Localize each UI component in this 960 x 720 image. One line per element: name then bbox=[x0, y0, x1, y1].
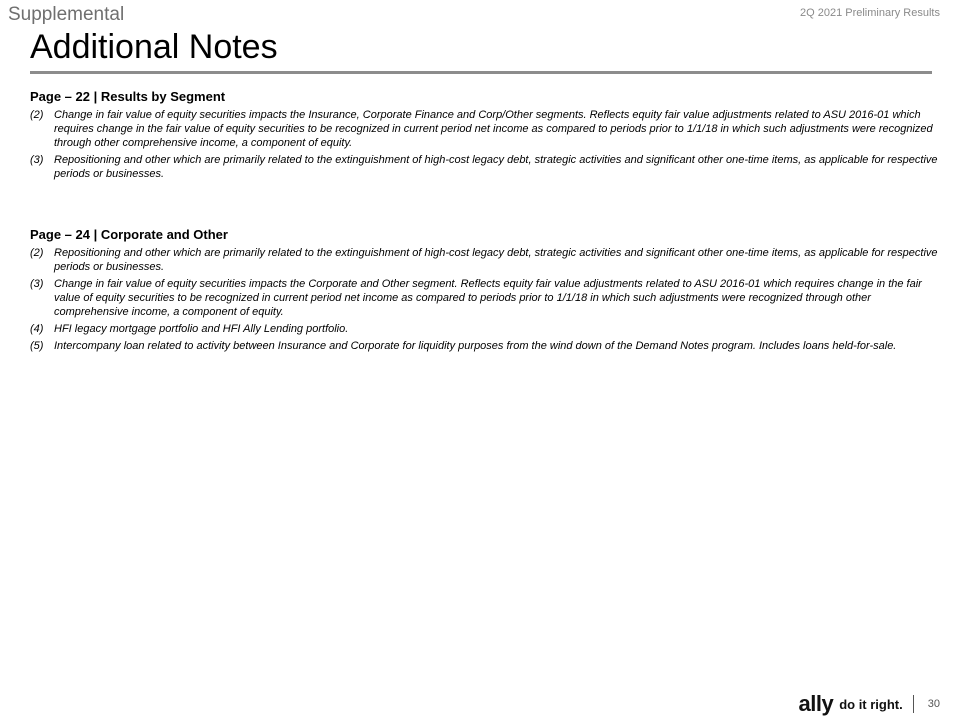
page-title: Additional Notes bbox=[30, 28, 278, 66]
footer bbox=[799, 692, 941, 716]
note-number: (4) bbox=[30, 323, 44, 335]
report-period-label: 2Q 2021 Preliminary Results bbox=[799, 7, 940, 19]
page-number: 30 bbox=[927, 698, 940, 710]
note-text: Change in fair value of equity securities impacts the Insurance, Corporate Finance and Corp/Other segments. Reflects equity fair value adjustments related to ASU 2016-01 which requires change in the fair value of equity securities to be recognized in current period net income as compared to periods prior to 1/1/18 in which such adjustments were recognized through other comprehensive income, a component of equity. bbox=[54, 109, 933, 149]
note-number: (3) bbox=[30, 278, 44, 290]
note-text: Repositioning and other which are primarily related to the extinguishment of high-cost legacy debt, strategic activities and significant other one-time items, as applicable for respective periods or businesses. bbox=[54, 154, 938, 180]
footer-divider bbox=[913, 695, 914, 713]
note-text: Change in fair value of equity securities impacts the Corporate and Other segment. Reflects equity fair value adjustments related to ASU 2016-01 which requires change in the fair value of equity securities to be recognized in current period net income as compared to periods prior to 1/1/18 in which such adjustments were recognized through other comprehensive income, a component of equity. bbox=[54, 278, 922, 318]
note-item bbox=[30, 108, 940, 150]
note-item bbox=[30, 277, 940, 319]
note-text: Intercompany loan related to activity between Insurance and Corporate for liquidity purposes from the wind down of the Demand Notes program. Includes loans held-for-sale. bbox=[54, 340, 897, 352]
note-item bbox=[30, 246, 940, 274]
section-corporate-and-other bbox=[30, 227, 940, 356]
ally-logo: ally bbox=[798, 691, 834, 716]
note-item bbox=[30, 153, 940, 181]
note-item bbox=[30, 339, 940, 353]
note-number: (2) bbox=[30, 109, 44, 121]
note-number: (5) bbox=[30, 340, 44, 352]
section-heading: Page – 22 | Results by Segment bbox=[30, 89, 226, 104]
supplemental-label: Supplemental bbox=[8, 4, 125, 25]
section-results-by-segment bbox=[30, 89, 940, 184]
section-heading: Page – 24 | Corporate and Other bbox=[30, 227, 228, 242]
title-divider bbox=[30, 71, 932, 74]
note-text: Repositioning and other which are primarily related to the extinguishment of high-cost legacy debt, strategic activities and significant other one-time items, as applicable for respective periods or businesses. bbox=[54, 247, 938, 273]
logo-tagline: do it right. bbox=[839, 696, 903, 712]
note-item bbox=[30, 322, 940, 336]
note-number: (2) bbox=[30, 247, 44, 259]
note-number: (3) bbox=[30, 154, 44, 166]
note-text: HFI legacy mortgage portfolio and HFI Ally Lending portfolio. bbox=[54, 323, 349, 335]
